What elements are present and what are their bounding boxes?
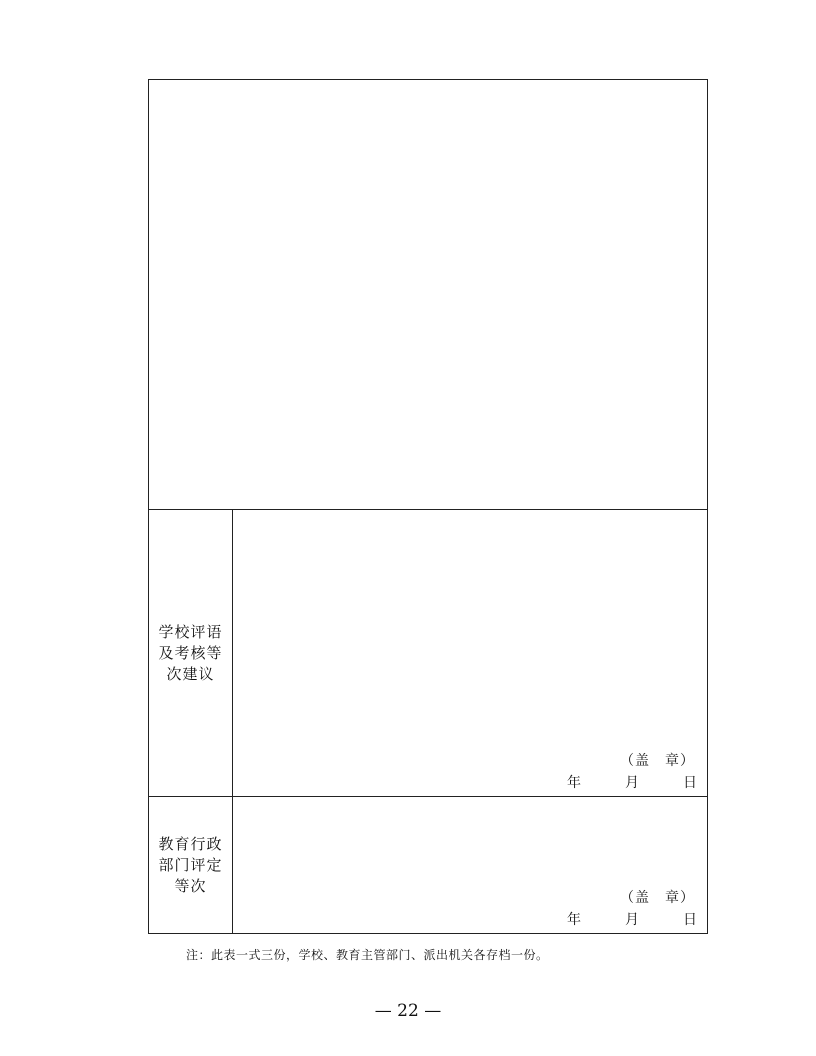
school-seal-text: （盖 章） (620, 753, 695, 769)
edu-department-row (149, 797, 707, 933)
page-number: — 22 — (374, 1001, 442, 1021)
date-month-label: 月 (625, 912, 639, 928)
school-comment-row (149, 510, 707, 797)
date-day-label: 日 (683, 775, 697, 791)
date-year-label: 年 (567, 775, 581, 791)
date-month-label: 月 (625, 775, 639, 791)
footnote: 注：此表一式三份，学校、教育主管部门、派出机关各存档一份。 (186, 948, 549, 962)
school-comment-label: 学校评语及考核等次建议 (158, 622, 223, 683)
edu-seal-text: （盖 章） (620, 890, 695, 906)
edu-department-label: 教育行政部门评定等次 (158, 834, 223, 895)
school-date-line (567, 772, 697, 792)
edu-department-field (233, 797, 707, 933)
date-year-label: 年 (567, 912, 581, 928)
evaluation-form-table (148, 79, 708, 934)
blank-content-area (149, 80, 707, 510)
school-comment-field (233, 510, 707, 796)
date-day-label: 日 (683, 912, 697, 928)
edu-date-line (567, 909, 697, 929)
edu-department-label-cell (149, 797, 233, 933)
school-comment-label-cell (149, 510, 233, 796)
